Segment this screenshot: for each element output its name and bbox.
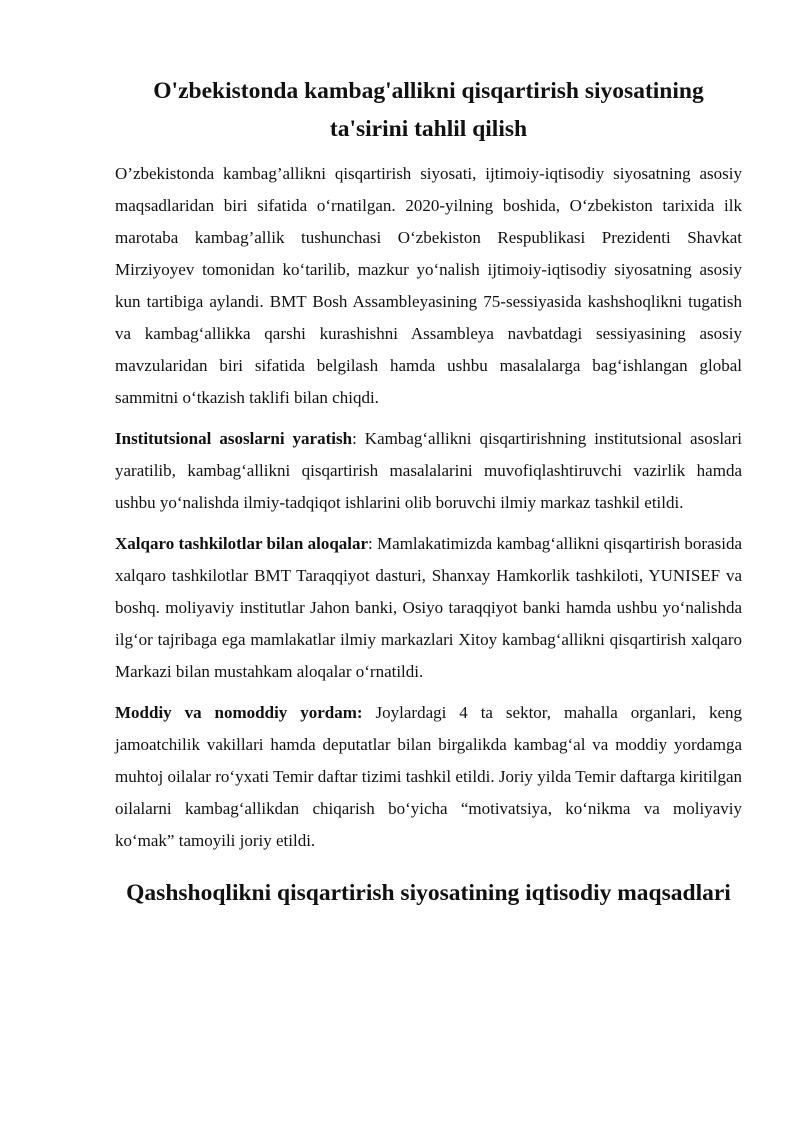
section-international-text: : Mamlakatimizda kambag‘allikni qisqartirish borasida xalqaro tashkilotlar BMT Taraqqiyot dasturi, Shanxay Hamkorlik tashkiloti, YUNISEF va boshq. moliyaviy institutlar Jahon banki, Osiyo taraqqiyot banki hamda ushbu yo‘nalishda ilg‘or tajribaga ega mamlakatlar ilmiy markazlari Xitoy kambag‘allikni qisqartirish xalqaro Markazi bilan mustahkam aloqalar o‘rnatildi. — [115, 534, 743, 681]
section-support-text: Joylardagi 4 ta sektor, mahalla organlari, keng jamoatchilik vakillari hamda deputatlar bilan birgalikda kambag‘al va moddiy yordamga muhtoj oilalar ro‘yxati Temir daftar tizimi tashkil etildi. Joriy yilda Temir daftarga kiritilgan oilalarni kambag‘allikdan chiqarish bo‘yicha “motivatsiya, ko‘nikma va moliyaviy ko‘mak” tamoyili joriy etildi. — [115, 703, 743, 850]
document-title — [115, 72, 742, 148]
section-support-heading: Moddiy va nomoddiy yordam: — [115, 703, 363, 722]
section-international — [115, 528, 742, 688]
section-institutional-heading: Institutsional asoslarni yaratish — [115, 429, 353, 448]
economic-goals-heading: Qashshoqlikni qisqartirish siyosatining iqtisodiy maqsadlari — [126, 880, 731, 906]
intro-paragraph: O’zbekistonda kambag’allikni qisqartirish siyosati, ijtimoiy-iqtisodiy siyosatning asosiy maqsadlaridan biri sifatida o‘rnatilgan. 2020-yilning boshida, O‘zbekiston tarixida ilk marotaba kambag’allik tushunchasi O‘zbekiston Respublikasi Prezidenti Shavkat Mirziyoyev tomonidan ko‘tarilib, mazkur yo‘nalish ijtimoiy-iqtisodiy siyosatning asosiy kun tartibiga aylandi. BMT Bosh Assambleyasining 75-sessiyasida kashshoqlikni tugatish va kambag‘allikka qarshi kurashishni Assambleya navbatdagi sessiyasining asosiy mavzularidan biri sifatida belgilash hamda ushbu masalalarga bag‘ishlangan global sammitni o‘tkazish taklifi bilan chiqdi. — [115, 164, 742, 407]
section-support — [115, 697, 742, 857]
title-line-2: ta'sirini tahlil qilish — [329, 116, 528, 142]
section-institutional-text: : Kambag‘allikni qisqartirishning institutsional asoslari yaratilib, kambag‘allikni qisqartirish masalalarini muvofiqlashtiruvchi vazirlik hamda ushbu yo‘nalishda ilmiy-tadqiqot ishlarini olib boruvchi ilmiy markaz tashkil etildi. — [115, 429, 742, 512]
title-line-1: O'zbekistonda kambag'allikni qisqartirish siyosatining — [153, 78, 704, 104]
section-institutional — [115, 423, 742, 519]
section-international-heading: Xalqaro tashkilotlar bilan aloqalar — [115, 534, 369, 553]
